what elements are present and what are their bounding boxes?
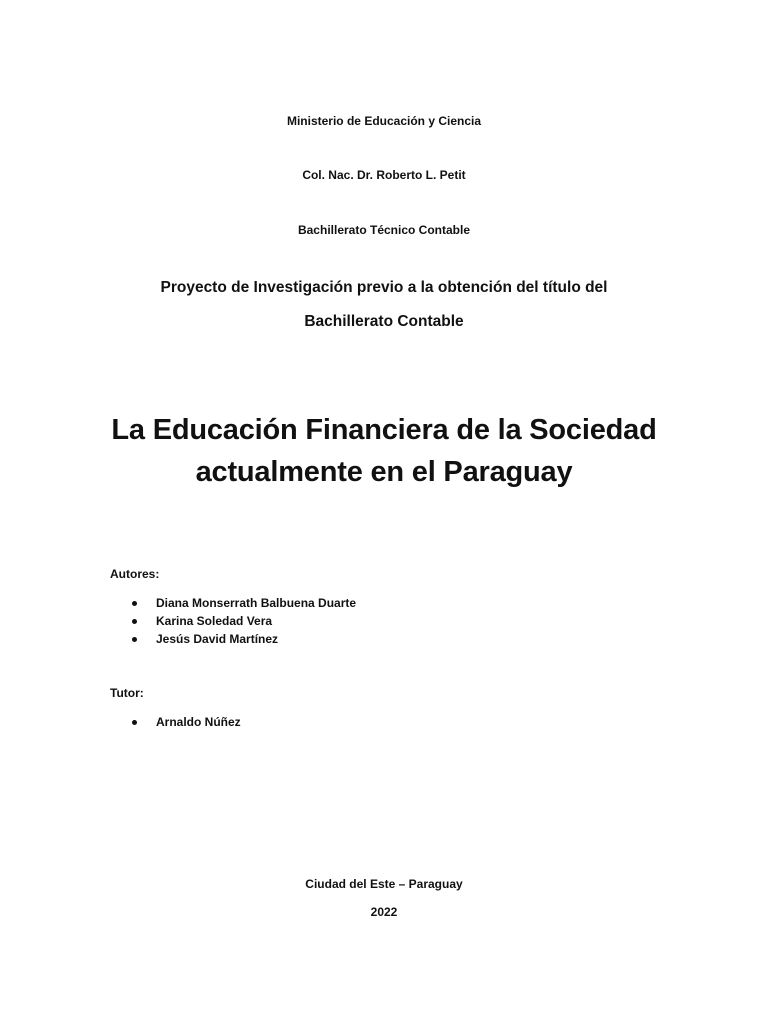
title-line-1: La Educación Financiera de la Sociedad xyxy=(111,414,657,446)
bullet-icon xyxy=(132,601,137,606)
tutor-label: Tutor: xyxy=(110,686,144,700)
bullet-icon xyxy=(132,637,137,642)
author-name: Diana Monserrath Balbuena Duarte xyxy=(156,596,357,610)
program-line: Bachillerato Técnico Contable xyxy=(297,223,471,237)
author-name: Karina Soledad Vera xyxy=(156,614,273,628)
author-name: Jesús David Martínez xyxy=(156,632,279,646)
ministry-line: Ministerio de Educación y Ciencia xyxy=(286,114,482,128)
place-line: Ciudad del Este – Paraguay xyxy=(305,877,463,891)
tutor-name: Arnaldo Núñez xyxy=(156,715,241,729)
school-line: Col. Nac. Dr. Roberto L. Petit xyxy=(302,168,466,182)
authors-label: Autores: xyxy=(110,567,160,581)
bullet-icon xyxy=(132,619,137,624)
bullet-icon xyxy=(132,720,137,725)
subtitle-line-1: Proyecto de Investigación previo a la obtención del título del xyxy=(160,279,608,296)
year-line: 2022 xyxy=(370,905,398,919)
subtitle-line-2: Bachillerato Contable xyxy=(304,313,464,330)
title-line-2: actualmente en el Paraguay xyxy=(195,456,573,488)
